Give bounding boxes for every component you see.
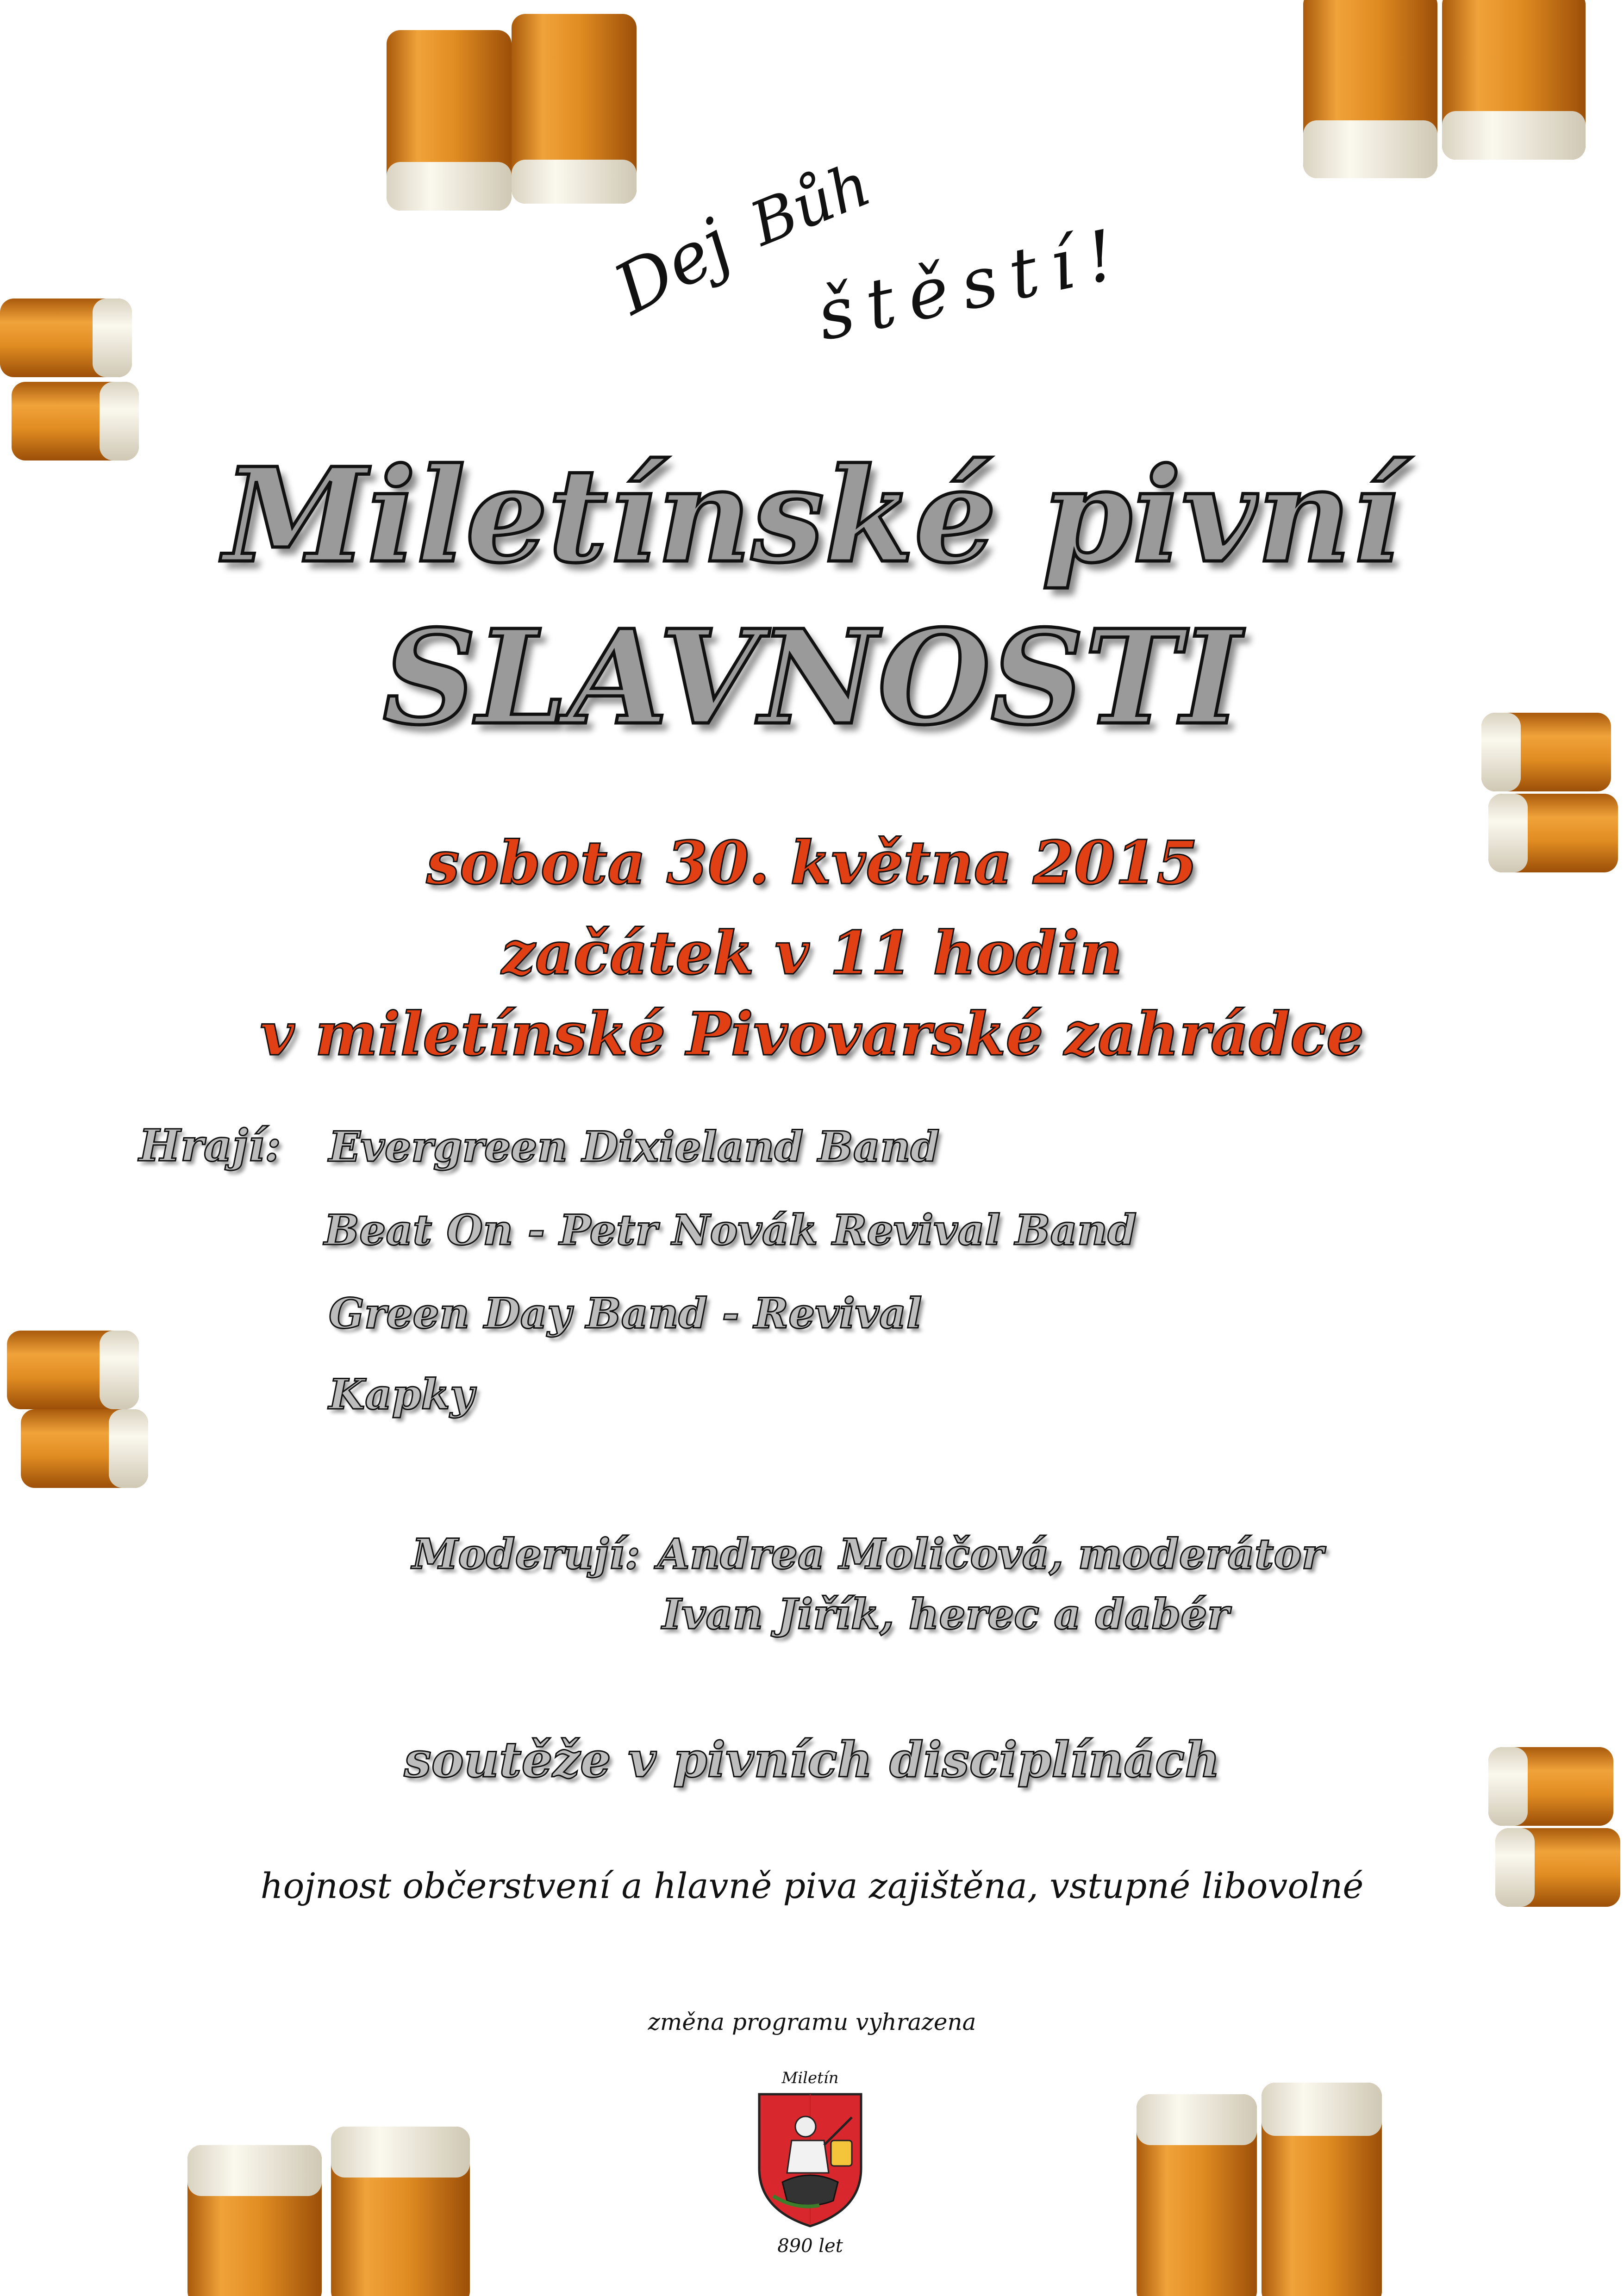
event-start: začátek v 11 hodin (501, 919, 1123, 988)
motto-word-buh: Bůh (741, 149, 880, 260)
band-item: Beat On - Petr Novák Revival Band (324, 1206, 1137, 1255)
title-line1: Miletínské pivní (223, 440, 1401, 592)
beer-glass-icon (384, 28, 514, 213)
beer-glass-icon (1440, 0, 1588, 162)
event-date: sobota 30. května 2015 (426, 828, 1198, 898)
motto-word-dej: Dej (602, 204, 744, 330)
host-item: Andrea Moličová, moderátor (657, 1530, 1324, 1579)
host-item: Ivan Jiřík, herec a dabér (662, 1590, 1229, 1639)
program-note: změna programu vyhrazena (648, 2009, 976, 2035)
town-crest (741, 2069, 880, 2263)
title-line2: SLAVNOSTI (382, 602, 1242, 754)
motto-word-stesti: štěstí! (810, 212, 1136, 357)
beer-glass-icon (185, 2143, 324, 2296)
band-item: Kapky (329, 1370, 475, 1419)
beer-glass-icon (329, 2124, 472, 2296)
band-item: Green Day Band - Revival (329, 1289, 922, 1338)
beer-glass-icon (1134, 2092, 1259, 2296)
beer-glass-icon (21, 1407, 150, 1490)
hosts-label: Moderují: (412, 1530, 640, 1579)
beer-glass-icon (0, 296, 134, 380)
beer-glass-icon (509, 12, 639, 206)
refreshments-text: hojnost občerstvení a hlavně piva zajištěna, vstupné libovolné (260, 1865, 1364, 1906)
event-place: v miletínské Pivovarské zahrádce (260, 1000, 1364, 1069)
contests-text: soutěže v pivních disciplínách (404, 1731, 1220, 1788)
beer-glass-icon (1259, 2080, 1384, 2296)
band-item: Evergreen Dixieland Band (329, 1122, 940, 1171)
crest-town-name: Miletín (781, 2069, 839, 2087)
coat-of-arms-icon (755, 2090, 866, 2228)
beer-glass-icon (7, 1328, 141, 1412)
crest-years: 890 let (777, 2235, 843, 2257)
beer-glass-icon (1301, 0, 1440, 180)
bands-label: Hrají: (139, 1120, 281, 1171)
